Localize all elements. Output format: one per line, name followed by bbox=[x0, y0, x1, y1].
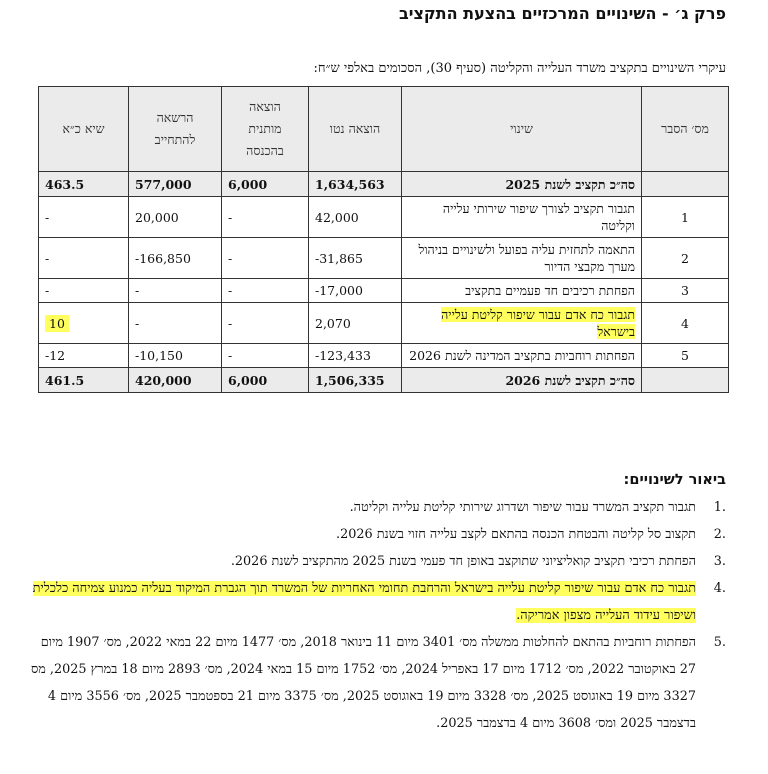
list-item: 3. הפחתת רכיבי תקציב קואליציוני שתוקצב באופן חד פעמי בשנת 2025 מהתקציב לשנת 2026. bbox=[230, 554, 726, 569]
total-2025-label: סה״כ תקציב לשנת 2025 bbox=[402, 172, 642, 197]
header-ref: מס׳ הסבר bbox=[642, 87, 729, 172]
explanations-title: ביאור לשינויים: bbox=[623, 472, 726, 488]
list-item: 1. תגבור תקציב המשרד עבור שיפור ושדרוג שירותי קליטת עלייה וקליטה. bbox=[349, 500, 726, 515]
list-item: 5. הפחתות רוחביות בהתאם להחלטות ממשלה מס׳ 3401 מיום 11 בינואר 2018, מס׳ 1477 מיום 22 במאי 2022, מס׳ 1907 מיום 27 באוקטובר 2022, מס׳ 1712 מיום 17 באפריל 2024, מס׳ 1752 מיום 15 במאי 2024, מס׳ 2893 מיום 18 במרץ 2025, מס 3327 מיום 19 באוגוסט 2025, מס׳ 3328 מיום 19 באוגוסט 2025, מס׳ 3375 מיום 21 בספטמבר 2025, מס׳ 3556 מיום 4 בדצמבר 2025 ומס׳ 3608 מיום 4 בדצמבר 2025. bbox=[30, 635, 726, 731]
total-2025-row: סה״כ תקציב לשנת 2025 1,634,563 6,000 577,000 463.5 bbox=[39, 172, 729, 197]
header-change: שינוי bbox=[402, 87, 642, 172]
highlighted-staff-value: 10 bbox=[45, 315, 69, 332]
table-row: 3 הפחתת רכיבים חד פעמיים בתקציב -17,000 - - - bbox=[39, 279, 729, 303]
highlighted-change-text: תגבור כח אדם עבור שיפור קליטת עלייה בישראל bbox=[441, 307, 635, 339]
list-item: 2. תקצוב סל קליטה והבטחת הכנסה בהתאם לקצב עלייה חזוי בשנת 2026. bbox=[336, 527, 726, 542]
header-staff: שיא כ״א bbox=[39, 87, 129, 172]
header-net: הוצאה נטו bbox=[309, 87, 402, 172]
highlighted-explanation-text: תגבור כח אדם עבור שיפור קליטת עלייה בישראל והרחבת תחומי האחריות של המשרד תוך הגברת המיקוד בעליה כמנוע צמיחה כלכלית ושיפור עידוד העלייה מצפון אמריקה. bbox=[32, 581, 696, 623]
header-conditional: הוצאה מותנית בהכנסה bbox=[222, 87, 309, 172]
table-row: 2 התאמה לתחזית עליה בפועל ולשינויים בניהול מערך מקבצי הדיור -31,865 - -166,850 - bbox=[39, 238, 729, 279]
list-item-highlighted: 4. תגבור כח אדם עבור שיפור קליטת עלייה בישראל והרחבת תחומי האחריות של המשרד תוך הגברת המיקוד בעליה כמנוע צמיחה כלכלית ושיפור עידוד העלייה מצפון אמריקה. bbox=[32, 581, 726, 623]
explanations-list bbox=[30, 494, 730, 737]
total-2026-row: סה״כ תקציב לשנת 2026 1,506,335 6,000 420,000 461.5 bbox=[39, 368, 729, 393]
table-row: 1 תגבור תקציב לצורך שיפור שירותי עלייה וקליטה 42,000 - 20,000 - bbox=[39, 197, 729, 238]
table-row-highlighted: 4 תגבור כח אדם עבור שיפור קליטת עלייה בישראל 2,070 - - 10 bbox=[39, 303, 729, 344]
page-title: פרק ג׳ - השינויים המרכזיים בהצעת התקציב bbox=[398, 4, 726, 23]
table-header-row bbox=[39, 87, 729, 172]
budget-changes-table bbox=[38, 86, 729, 393]
table-row: 5 הפחתות רוחביות בתקציב המדינה לשנת 2026 -123,433 - -10,150 -12 bbox=[39, 344, 729, 368]
header-commitment: הרשאה להתחייב bbox=[129, 87, 222, 172]
total-2026-label: סה״כ תקציב לשנת 2026 bbox=[402, 368, 642, 393]
table-intro: עיקרי השינויים בתקציב משרד העלייה והקליטה (סעיף 30), הסכומים באלפי ש״ח: bbox=[313, 61, 726, 76]
